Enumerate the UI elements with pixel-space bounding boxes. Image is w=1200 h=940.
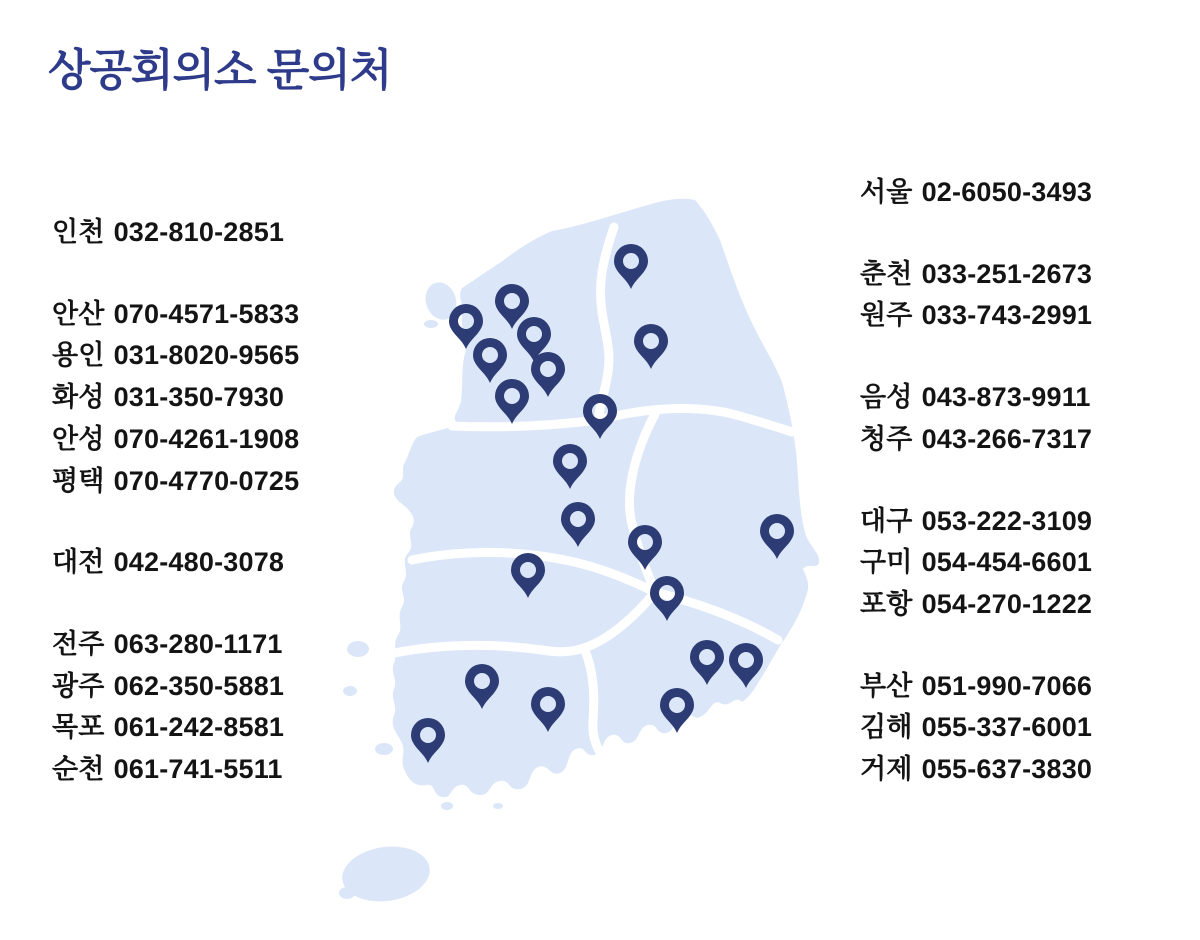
contact-item bbox=[860, 749, 1092, 791]
contact-item bbox=[52, 294, 299, 336]
phone-number: 053-222-3109 bbox=[921, 505, 1093, 536]
phone-number: 051-990-7066 bbox=[921, 670, 1093, 701]
contact-item bbox=[52, 624, 299, 666]
phone-number: 032-810-2851 bbox=[113, 217, 285, 247]
phone-number: 02-6050-3493 bbox=[921, 177, 1093, 207]
phone-number: 033-251-2673 bbox=[921, 258, 1093, 289]
city-label: 서울 bbox=[860, 177, 913, 207]
south-korea-map bbox=[330, 185, 830, 915]
city-label: 용인 bbox=[52, 340, 105, 371]
island-west-3 bbox=[375, 743, 393, 755]
contact-list-right bbox=[860, 172, 1092, 791]
city-label: 광주 bbox=[52, 670, 105, 701]
contact-item bbox=[860, 584, 1092, 626]
phone-number: 054-270-1222 bbox=[921, 588, 1093, 619]
contact-item bbox=[52, 542, 299, 584]
phone-number: 063-280-1171 bbox=[113, 628, 283, 659]
phone-number: 070-4770-0725 bbox=[113, 465, 300, 496]
phone-number: 055-637-3830 bbox=[921, 754, 1093, 785]
phone-number: 070-4261-1908 bbox=[113, 423, 300, 454]
city-label: 포항 bbox=[860, 588, 913, 619]
contact-item bbox=[52, 749, 299, 791]
city-label: 구미 bbox=[860, 547, 913, 578]
city-label: 원주 bbox=[860, 300, 913, 331]
contact-item bbox=[860, 295, 1092, 337]
phone-number: 054-454-6601 bbox=[921, 547, 1093, 578]
contact-item bbox=[860, 501, 1092, 543]
contact-group bbox=[52, 624, 299, 791]
city-label: 화성 bbox=[52, 382, 105, 413]
city-label: 김해 bbox=[860, 712, 913, 743]
city-label: 대전 bbox=[52, 547, 105, 578]
contact-item bbox=[52, 707, 299, 749]
contact-item bbox=[52, 212, 299, 254]
island-small-1 bbox=[424, 320, 438, 328]
contact-item bbox=[860, 542, 1092, 584]
phone-number: 031-350-7930 bbox=[113, 382, 285, 413]
island-south-2 bbox=[493, 803, 503, 809]
contact-item bbox=[52, 666, 299, 708]
contact-list-left bbox=[52, 212, 299, 791]
phone-number: 033-743-2991 bbox=[921, 300, 1093, 331]
city-label: 음성 bbox=[860, 382, 913, 413]
contact-group bbox=[860, 254, 1092, 337]
contact-item bbox=[52, 377, 299, 419]
contact-group bbox=[52, 542, 299, 584]
city-label: 순천 bbox=[52, 754, 105, 785]
phone-number: 042-480-3078 bbox=[113, 547, 285, 578]
contact-item bbox=[52, 461, 299, 503]
island-south-1 bbox=[441, 802, 453, 810]
contact-group bbox=[860, 666, 1092, 791]
contact-group bbox=[860, 172, 1092, 214]
city-label: 평택 bbox=[52, 465, 105, 496]
city-label: 전주 bbox=[52, 628, 105, 659]
contact-item bbox=[52, 419, 299, 461]
page-title: 상공회의소 문의처 bbox=[48, 46, 392, 95]
phone-number: 031-8020-9565 bbox=[113, 340, 300, 371]
city-label: 대구 bbox=[860, 505, 913, 536]
contact-group bbox=[860, 501, 1092, 626]
landmass bbox=[339, 199, 819, 907]
phone-number: 070-4571-5833 bbox=[113, 298, 300, 329]
phone-number: 043-873-9911 bbox=[921, 382, 1091, 413]
city-label: 춘천 bbox=[860, 258, 913, 289]
city-label: 부산 bbox=[860, 670, 913, 701]
contact-item bbox=[860, 666, 1092, 708]
island-jeju-tail bbox=[339, 887, 355, 899]
contact-item bbox=[860, 172, 1092, 214]
contact-group bbox=[52, 212, 299, 254]
island-west-1 bbox=[347, 641, 369, 657]
city-label: 안산 bbox=[52, 298, 105, 329]
contact-item bbox=[52, 335, 299, 377]
contact-item bbox=[860, 707, 1092, 749]
contact-item bbox=[860, 377, 1092, 419]
city-label: 거제 bbox=[860, 754, 913, 785]
contact-group bbox=[860, 377, 1092, 460]
city-label: 인천 bbox=[52, 217, 105, 247]
phone-number: 062-350-5881 bbox=[113, 670, 285, 701]
contact-item bbox=[860, 419, 1092, 461]
city-label: 목포 bbox=[52, 712, 105, 743]
phone-number: 061-242-8581 bbox=[113, 712, 285, 743]
phone-number: 055-337-6001 bbox=[921, 712, 1093, 743]
city-label: 안성 bbox=[52, 423, 105, 454]
island-west-2 bbox=[343, 686, 357, 696]
city-label: 청주 bbox=[860, 423, 913, 454]
contact-group bbox=[52, 294, 299, 503]
contact-item bbox=[860, 254, 1092, 296]
phone-number: 061-741-5511 bbox=[113, 754, 283, 785]
phone-number: 043-266-7317 bbox=[921, 423, 1093, 454]
